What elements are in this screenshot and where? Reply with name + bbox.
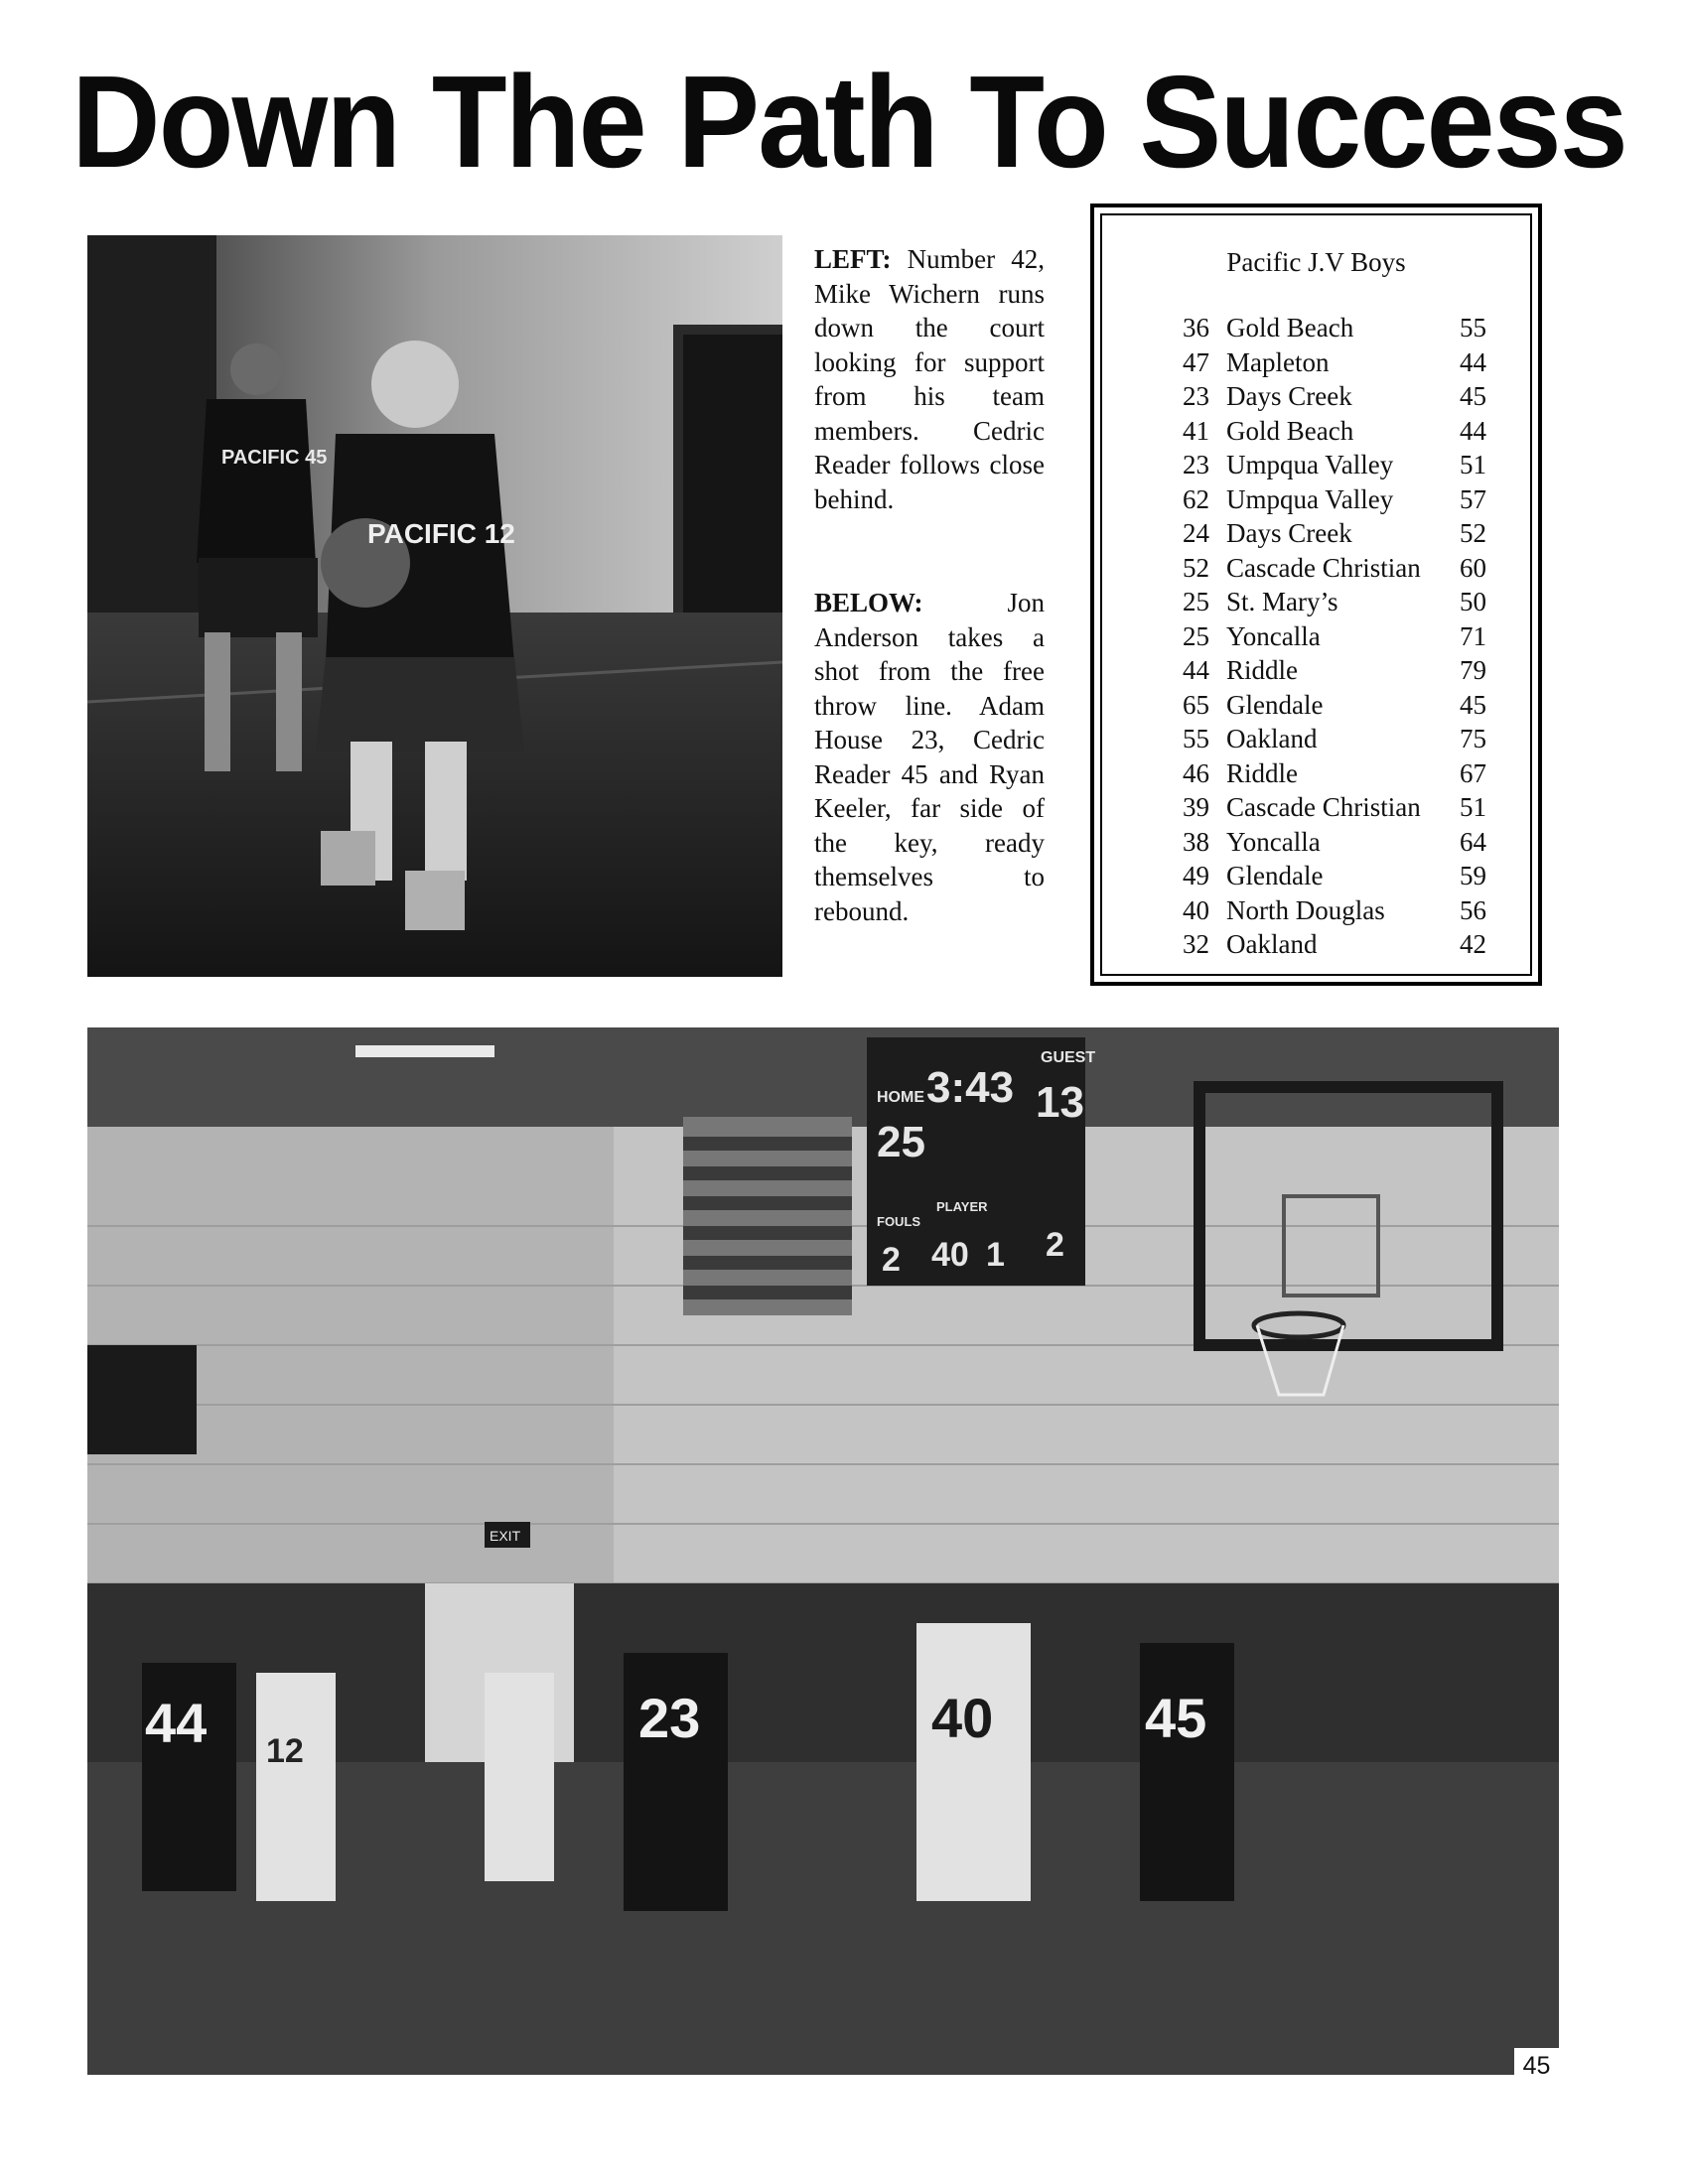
score-us: 25 <box>1183 620 1209 651</box>
score-us: 41 <box>1183 415 1209 446</box>
score-us: 23 <box>1183 381 1209 411</box>
score-them: 75 <box>1460 724 1486 753</box>
scoreboard-fouls-label: FOULS <box>877 1214 921 1229</box>
scores-title: Pacific J.V Boys <box>1226 247 1406 277</box>
score-them: 51 <box>1460 450 1486 479</box>
score-us: 24 <box>1183 518 1209 548</box>
score-us: 65 <box>1183 689 1209 720</box>
scoreboard-home-score: 25 <box>877 1118 925 1166</box>
scoreboard-guest-label: GUEST <box>1041 1049 1096 1066</box>
score-opponent: Oakland <box>1226 724 1318 753</box>
score-us: 23 <box>1183 450 1209 479</box>
score-row <box>1102 345 1530 380</box>
score-opponent: Oakland <box>1226 929 1318 959</box>
score-them: 56 <box>1460 894 1486 925</box>
score-row <box>1102 585 1530 619</box>
score-them: 51 <box>1460 792 1486 822</box>
score-row <box>1102 688 1530 723</box>
score-opponent: Riddle <box>1226 757 1298 788</box>
score-row <box>1102 516 1530 551</box>
score-us: 47 <box>1183 346 1209 377</box>
scores-box <box>1090 204 1542 986</box>
scoreboard-home-label: HOME <box>877 1089 924 1106</box>
score-them: 55 <box>1460 313 1486 342</box>
score-opponent: Glendale <box>1226 689 1324 720</box>
score-row <box>1102 722 1530 756</box>
scoreboard-player: 40 <box>931 1236 969 1274</box>
caption-left <box>814 242 1045 516</box>
score-us: 62 <box>1183 483 1209 514</box>
score-us: 40 <box>1183 894 1209 925</box>
score-opponent: Cascade Christian <box>1226 792 1421 822</box>
score-them: 45 <box>1460 381 1486 411</box>
score-them: 42 <box>1460 929 1486 959</box>
score-row <box>1102 311 1530 345</box>
score-opponent: Mapleton <box>1226 346 1330 377</box>
caption-left-text: Number 42, Mike Wichern runs down the court looking for support from his team members. Cedric Reader follows close behind. <box>814 244 1045 514</box>
score-them: 59 <box>1460 861 1486 890</box>
scoreboard-guest-fouls: 2 <box>1046 1226 1064 1264</box>
jersey-12: 12 <box>266 1732 304 1770</box>
caption-below-lead: BELOW: <box>814 588 923 617</box>
score-opponent: Yoncalla <box>1226 620 1321 651</box>
score-row <box>1102 653 1530 688</box>
score-row <box>1102 414 1530 449</box>
score-us: 52 <box>1183 552 1209 583</box>
score-row <box>1102 482 1530 517</box>
jersey-45: 45 <box>1145 1687 1207 1749</box>
caption-left-lead: LEFT: <box>814 244 892 274</box>
score-row <box>1102 859 1530 893</box>
photo-player-dribbling <box>87 235 782 977</box>
page-number: 45 <box>1514 2048 1559 2084</box>
jersey-text-back: PACIFIC 45 <box>221 447 328 469</box>
photo-free-throw <box>87 1027 1559 2075</box>
page-title: Down The Path To Success <box>71 49 1626 195</box>
scores-list <box>1102 311 1530 962</box>
score-opponent: Gold Beach <box>1226 415 1354 446</box>
score-row <box>1102 790 1530 825</box>
scoreboard-player-fouls: 1 <box>986 1236 1005 1274</box>
score-them: 64 <box>1460 826 1486 857</box>
scoreboard-clock: 3:43 <box>926 1063 1015 1112</box>
score-row <box>1102 825 1530 860</box>
score-opponent: Umpqua Valley <box>1226 483 1394 514</box>
score-opponent: Yoncalla <box>1226 826 1321 857</box>
score-opponent: Umpqua Valley <box>1226 450 1394 479</box>
score-us: 49 <box>1183 861 1209 890</box>
score-them: 60 <box>1460 552 1486 583</box>
caption-below <box>814 586 1045 928</box>
score-opponent: Days Creek <box>1226 518 1352 548</box>
score-them: 45 <box>1460 689 1486 720</box>
score-them: 44 <box>1460 415 1486 446</box>
jersey-text-front: PACIFIC 12 <box>367 518 515 549</box>
score-opponent: North Douglas <box>1226 894 1385 925</box>
score-us: 36 <box>1183 313 1209 342</box>
score-us: 46 <box>1183 757 1209 788</box>
score-us: 44 <box>1183 655 1209 685</box>
score-opponent: Cascade Christian <box>1226 552 1421 583</box>
score-opponent: Gold Beach <box>1226 313 1354 342</box>
jersey-44: 44 <box>145 1692 208 1754</box>
score-them: 71 <box>1460 620 1486 651</box>
score-them: 50 <box>1460 587 1486 616</box>
score-them: 57 <box>1460 483 1486 514</box>
scoreboard-home-fouls: 2 <box>882 1241 901 1279</box>
jersey-23: 23 <box>638 1687 701 1749</box>
score-row <box>1102 927 1530 962</box>
scoreboard-player-label: PLAYER <box>936 1199 988 1214</box>
score-opponent: Glendale <box>1226 861 1324 890</box>
score-them: 44 <box>1460 346 1486 377</box>
score-row <box>1102 551 1530 586</box>
score-us: 25 <box>1183 587 1209 616</box>
score-us: 39 <box>1183 792 1209 822</box>
jersey-40: 40 <box>931 1687 994 1749</box>
score-row <box>1102 893 1530 928</box>
score-row <box>1102 756 1530 791</box>
score-them: 67 <box>1460 757 1486 788</box>
score-row <box>1102 448 1530 482</box>
score-opponent: Days Creek <box>1226 381 1352 411</box>
scoreboard-guest-score: 13 <box>1036 1078 1084 1127</box>
score-them: 52 <box>1460 518 1486 548</box>
score-opponent: Riddle <box>1226 655 1298 685</box>
score-us: 55 <box>1183 724 1209 753</box>
score-opponent: St. Mary’s <box>1226 587 1338 616</box>
score-row <box>1102 379 1530 414</box>
score-them: 79 <box>1460 655 1486 685</box>
score-us: 38 <box>1183 826 1209 857</box>
score-us: 32 <box>1183 929 1209 959</box>
exit-sign: EXIT <box>490 1528 521 1544</box>
caption-below-text: Jon Anderson takes a shot from the free throw line. Adam House 23, Cedric Reader 45 and Ryan Keeler, far side of the key, ready themselves to rebound. <box>814 588 1045 926</box>
score-row <box>1102 619 1530 654</box>
